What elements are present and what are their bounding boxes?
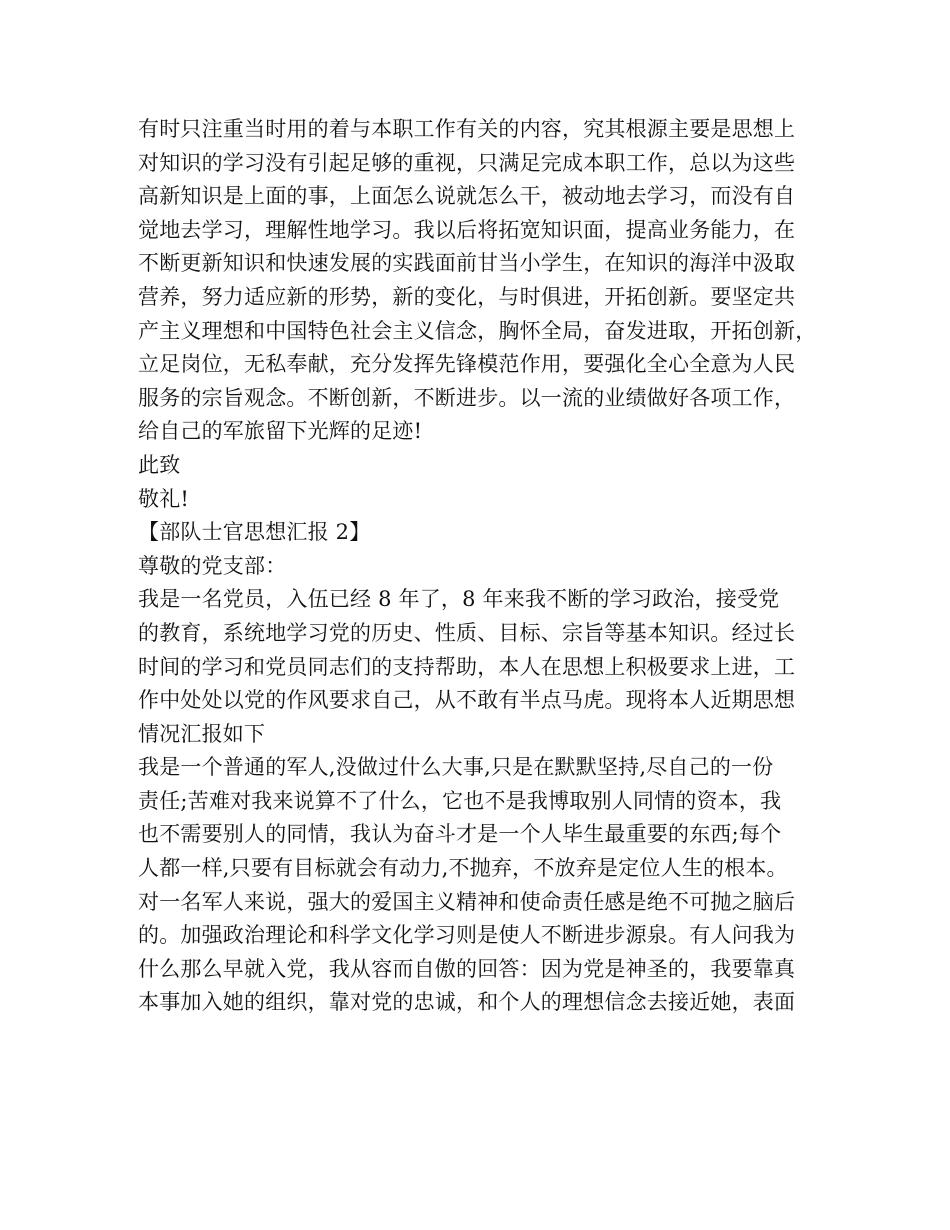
body-line-24: 对一名军人来说，强大的爱国主义精神和使命责任感是绝不可抛之脑后 (138, 889, 796, 914)
body-line-26: 什么那么早就入党，我从容而自傲的回答：因为党是神圣的，我要靠真 (138, 956, 796, 981)
body-line-2: 对知识的学习没有引起足够的重视，只满足完成本职工作，总以为这些 (138, 150, 796, 175)
body-line-17: 时间的学习和党员同志们的支持帮助，本人在思想上积极要求上进，工 (138, 654, 796, 679)
body-line-8: 立足岗位，无私奉献，充分发挥先锋模范作用，要强化全心全意为人民 (138, 352, 796, 377)
body-line-27: 本事加入她的组织，靠对党的忠诚，和个人的理想信念去接近她，表面 (138, 990, 796, 1015)
body-line-18: 作中处处以党的作风要求自己，从不敢有半点马虎。现将本人近期思想 (138, 688, 796, 713)
body-line-16: 的教育，系统地学习党的历史、性质、目标、宗旨等基本知识。经过长 (138, 620, 796, 645)
section-heading: 【部队士官思想汇报 2】 (138, 520, 371, 545)
body-line-15: 我是一名党员，入伍已经 8 年了，8 年来我不断的学习政治，接受党 (138, 587, 780, 612)
body-line-5: 不断更新知识和快速发展的实践面前甘当小学生，在知识的海洋中汲取 (138, 251, 796, 276)
body-line-20: 我是一个普通的军人,没做过什么大事,只是在默默坚持,尽自己的一份 (138, 755, 774, 780)
body-line-7: 产主义理想和中国特色社会主义信念，胸怀全局，奋发进取，开拓创新， (138, 318, 817, 343)
body-line-6: 营养，努力适应新的形势，新的变化，与时俱进，开拓创新。要坚定共 (138, 284, 796, 309)
document-body (138, 113, 828, 1020)
body-line-19: 情况汇报如下 (138, 721, 266, 746)
body-line-23: 人都一样,只要有目标就会有动力,不抛弃，不放弃是定位人生的根本。 (138, 856, 788, 881)
body-line-21: 责任;苦难对我来说算不了什么，它也不是我博取别人同情的资本，我 (138, 788, 782, 813)
closing-regards: 敬礼! (138, 486, 190, 511)
body-line-3: 高新知识是上面的事，上面怎么说就怎么干，被动地去学习，而没有自 (138, 184, 796, 209)
body-line-9: 服务的宗旨观念。不断创新，不断进步。以一流的业绩做好各项工作， (138, 385, 796, 410)
body-line-1: 有时只注重当时用的着与本职工作有关的内容，究其根源主要是思想上 (138, 117, 796, 141)
body-line-10: 给自己的军旅留下光辉的足迹! (138, 419, 423, 444)
body-line-4: 觉地去学习，理解性地学习。我以后将拓宽知识面，提高业务能力，在 (138, 217, 796, 242)
closing-salutation: 此致 (138, 452, 181, 477)
greeting-line: 尊敬的党支部： (138, 553, 287, 578)
body-line-25: 的。加强政治理论和科学文化学习则是使人不断进步源泉。有人问我为 (138, 923, 796, 948)
body-line-22: 也不需要别人的同情，我认为奋斗才是一个人毕生最重要的东西;每个 (138, 822, 782, 847)
